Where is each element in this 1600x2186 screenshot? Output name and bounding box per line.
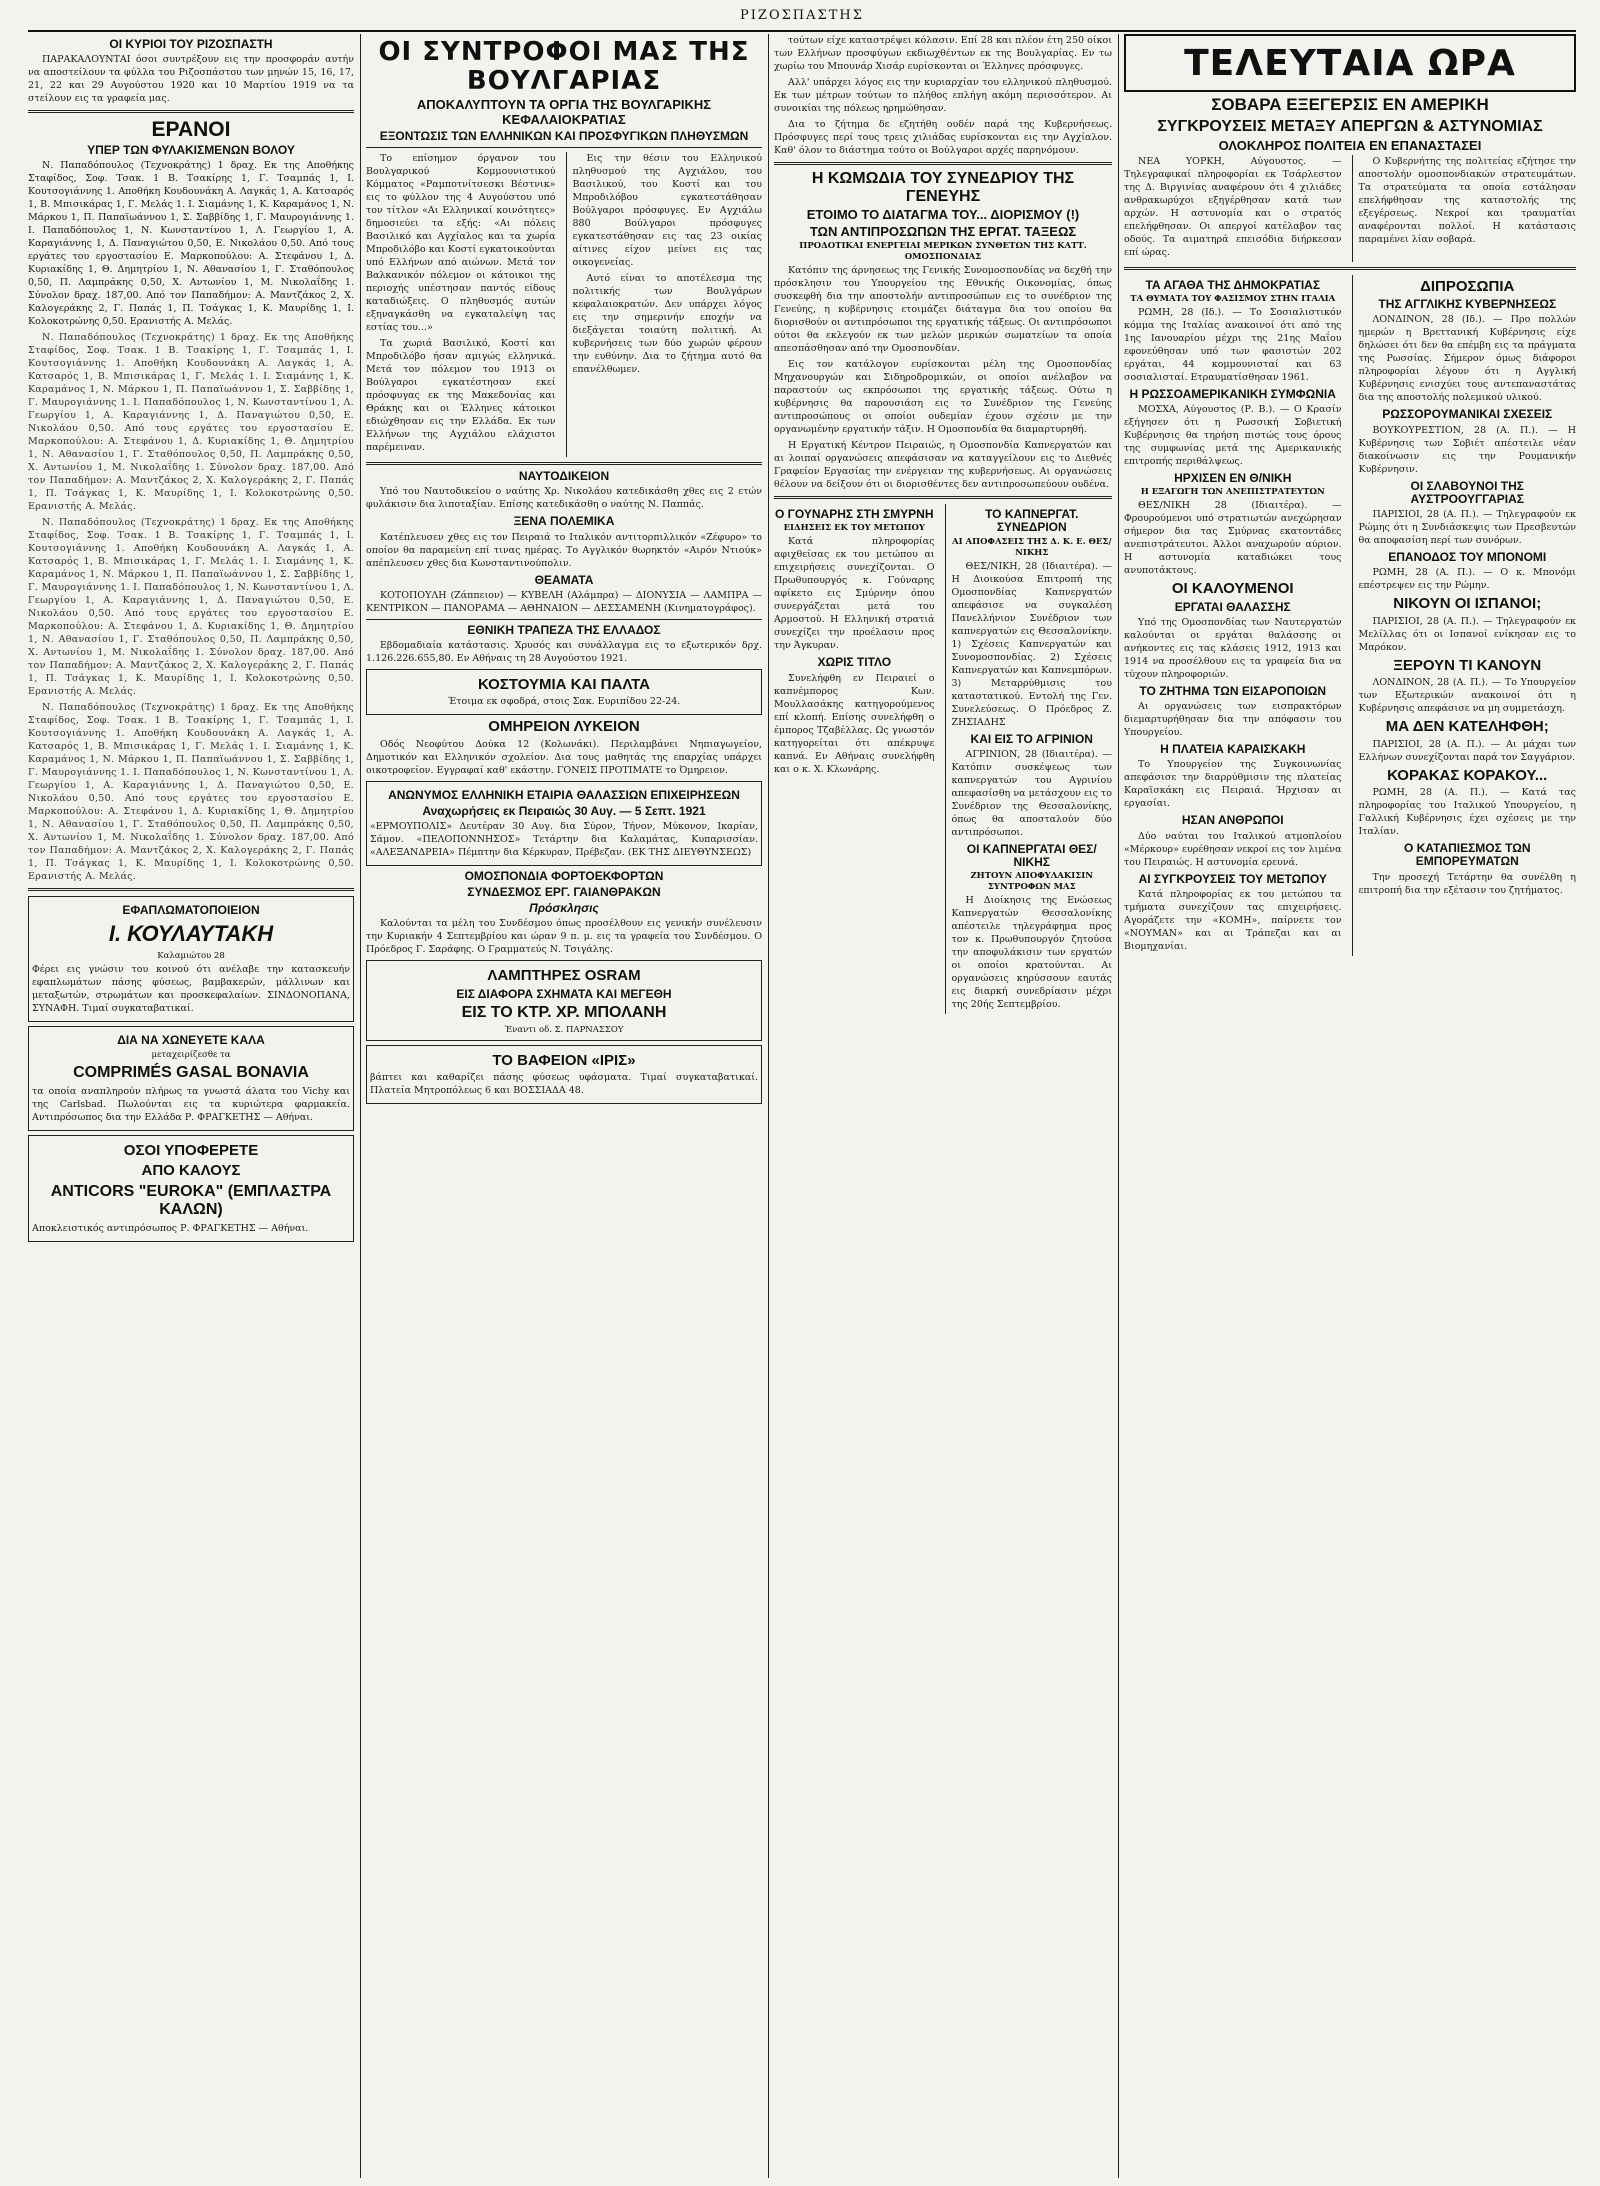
tobacco-sub: ΑΙ ΑΠΟΦΑΣΕΙΣ ΤΗΣ Δ. Κ. Ε. ΘΕΣ/ΝΙΚΗΣ <box>951 536 1112 558</box>
column-4 <box>1124 34 1576 2178</box>
bulgaria-cont-a: τούτων είχε καταστρέψει κόλασιν. Επί 28 και πλέον έτη 250 οίκοι των Ελλήνων προσφύγων εκδιωχθέντων εκ της Βουλγαρίας. Εν τω χωρίω του Μπουνάρ Χισάρ ευρίσκονται οι Έλληνες πρόσφυγες. <box>774 35 1112 72</box>
russ-text: ΜΟΣΧΑ, Αύγουστος (Ρ. Β.). — Ο Κρασίν εξήγησεν ότι η Ρωσσική Σοβιετική Κυβέρνησις θα τηρήση πιστώς τους όρους της συμφωνίας μετά της Αμερικανικής επιτροπής περιθάλψεως. <box>1124 404 1342 468</box>
assoc-sub: ΣΥΝΔΕΣΜΟΣ ΕΡΓ. ΓΑΙΑΝΘΡΑΚΩΝ <box>467 885 661 900</box>
column-rule <box>360 34 361 2178</box>
osram-sub: ΕΙΣ ΔΙΑΦΟΡΑ ΣΧΗΜΑΤΑ ΚΑΙ ΜΕΓΕΘΗ <box>456 986 672 1001</box>
notice-title: ΟΙ ΚΥΡΙΟΙ ΤΟΥ ΡΙΖΟΣΠΑΣΤΗ <box>109 37 273 51</box>
thess-title: ΗΡΧΙΣΕΝ ΕΝ Θ/ΝΙΚΗ <box>1174 471 1292 486</box>
column-2 <box>366 34 762 2178</box>
esp-text: ΠΑΡΙΣΙΟΙ, 28 (Α. Π.). — Τηλεγραφούν εκ Μελίλλας ότι οι Ισπανοί ενίκησαν εις το Μαρόκον. <box>1358 615 1576 653</box>
tobacco-title: ΤΟ ΚΑΠΝΕΡΓΑΤ. ΣΥΝΕΔΡΙΟΝ <box>985 507 1079 535</box>
last-hour-banner: ΤΕΛΕΥΤΑΙΑ ΩΡΑ <box>1184 43 1516 84</box>
brit-text: ΛΟΝΔΙΝΟΝ, 28 (Ιδ.). — Προ πολλών ημερών η Βρεττανική Κυβέρνησις είχε δηλώσει ότι δεν θα επέμβη εις τα πράγματα της Ρωσσίας. Σήμερον όμως διάφοροι πληροφορίαι λέγουν ότι η Αγγλική Κυβέρνησις ενισχύει τους αντεπαναστάτας δια της αποστολής πολεμικού υλικού. <box>1358 314 1576 404</box>
kal-title: ΟΙ ΚΑΛΟΥΜΕΝΟΙ <box>1171 580 1294 598</box>
catch-text: ΠΑΡΙΣΙΟΙ, 28 (Α. Π.). — Αι μάχαι των Ελλήνων συνεχίζονται παρά τον Σαγγάριον. <box>1358 738 1576 763</box>
ad1-text: Φέρει εις γνώσιν του κοινού ότι ανέλαβε την κατασκευήν εφαπλωμάτων πάσης φύσεως, βαμβακερών, μάλλινων και μεταξωτών, στρωμάτων και προσκεφαλαίων. ΣΙΝΔΟΝΟΠΑΝΑ, ΣΥΝΑΦΗ. Τιμαί συγκαταβατικαί. <box>32 964 350 1015</box>
america-h3: ΟΛΟΚΛΗΡΟΣ ΠΟΛΙΤΕΙΑ ΕΝ ΕΠΑΝΑΣΤΑΣΕΙ <box>1218 137 1482 153</box>
shipping-dates: Αναχωρήσεις εκ Πειραιώς 30 Αυγ. — 5 Σεπτ. 1921 <box>422 804 706 819</box>
eranoi-text-cont: Ν. Παπαδόπουλος (Τεχνοκράτης) 1 δραχ. Εκ της Αποθήκης Σταφίδος, Σοφ. Τσακ. 1 Β. Τσακίρης 1, Γ. Τσαμπάς 1, Ι. Κουτσογιάννης 1. Αποθήκη Κουδουνάκη Α. Λαγκάς 1, Α. Κατσαρός 1, Β. Μπισικάρας 1, Γ. Μελάς 1. Ι. Σιαμάνης 1, Κ. Καραμάνος 1, Ν. Μάρκου 1, Π. Παπαϊωάννου 1, Σ. Σαββίδης 1, Γ. Μαυρογιάννης 1. Ι. Παπαδόπουλος 1, Ν. Κωνσταντίνου 1, Λ. Γεωργίου 1, Α. Καραγιάννης 1, Δ. Παναγιώτου 0,50, Ε. Νικολάου 0,50. Από τους εργάτες του εργοστασίου Ε. Μαρκοπούλου: Α. Στεφάνου 1, Δ. Κυριακίδης 1, Θ. Δημητρίου 1, Ν. Αθανασίου 1, Γ. Σταθόπουλος 0,50, Π. Λαμπράκης 0,50, Χ. Αντωνίου 1, Μ. Νικολαΐδης 1. Σύνολον δραχ. 187,00. Από τον Παπαδήμον: Α. Μαντζάκος 2, Χ. Καλογεράκης 2, Γ. Παπάς 1, Π. Τσάγκας 1, Κ. Μαυρίδης 1, Ι. Κολοκοτρώνης 0,50. Ερανιστής Α. Μελάς. <box>28 332 354 513</box>
fascism-title: ΤΑ ΑΓΑΘΑ ΤΗΣ ΔΗΜΟΚΡΑΤΙΑΣ <box>1145 277 1321 292</box>
ad3-text: Αποκλειστικός αντιπρόσωπος Ρ. ΦΡΑΓΚΕΤΗΣ — Αθήναι. <box>32 1222 309 1234</box>
xoris-titlo: ΧΩΡΙΣ ΤΙΤΛΟ <box>817 655 892 670</box>
bulgaria-cont-b: Αλλ' υπάρχει λόγος εις την κυριαρχίαν του ελληνικού πληθυσμού. Εκ των μέτρων τούτων το πλήθος επλήγη ακόμη περισσότερον. Αι συνοικίαι της πόλεως ηρημώθησαν. <box>774 77 1112 114</box>
geneva-article-a: Κατόπιν της άρνησεως της Γενικής Συνομοσπονδίας να δεχθή την πρόσκλησιν του Υπουργείου της Εθνικής Οικονομίας, όπως συσκεφθή δια την αποστολήν αντιπροσώπων εις το συνέδριον της Γενεύης, η κυβέρνησις ετοιμάζει διάταγμα δια του οποίου θα διορισθούν οι αντιπρόσωποι της εργατικής τάξεως. Οι αντιπρόσωποι ούτοι θα εκλεγούν εκ των μελών μερικών σωματείων τα οποία απεσπάσθησαν από την Ομοσπονδίαν. <box>774 265 1112 355</box>
bulgaria-sub1: ΑΠΟΚΑΛΥΠΤΟΥΝ ΤΑ ΟΡΓΙΑ ΤΗΣ ΒΟΥΛΓΑΡΙΚΗΣ ΚΕΦΑΛΑΙΟΚΡΑΤΙΑΣ <box>416 97 712 128</box>
fascism-sub: ΤΑ ΘΥΜΑΤΑ ΤΟΥ ΦΑΣΙΣΜΟΥ ΣΤΗΝ ΙΤΑΛΙΑ <box>1130 294 1336 305</box>
theamata-title: ΘΕΑΜΑΤΑ <box>534 572 594 587</box>
plat-title: Η ΠΛΑΤΕΙΑ ΚΑΡΑΙΣΚΑΚΗ <box>1160 742 1306 757</box>
gounaris-title: Ο ΓΟΥΝΑΡΗΣ ΣΤΗ ΣΜΥΡΝΗ <box>775 507 934 522</box>
assoc-text: Καλούνται τα μέλη του Συνδέσμου όπως προσέλθουν εις γενικήν συνέλευσιν την Κυριακήν 4 Σεπτεμβρίου και ώραν 9 π. μ. εις τα γραφεία του Συνδέσμου. Ο Πρόεδρος Γ. Σαράφης. Ο Γραμματεύς Ν. Τσιγάλης. <box>366 918 762 956</box>
ad2-text: τα οποία αναπληρούν πλήρως τα γνωστά άλατα του Vichy και της Carlsbad. Πωλούνται εις τα κυριώτερα φαρμακεία. Αντιπρόσωπος δια την Ελλάδα Ρ. ΦΡΑΓΚΕΤΗΣ — Αθήναι. <box>32 1085 350 1123</box>
kostoumia-title: ΚΟΣΤΟΥΜΙΑ ΚΑΙ ΠΑΛΤΑ <box>478 675 650 693</box>
xena-title: ΞΕΝΑ ΠΟΛΕΜΙΚΑ <box>513 514 615 529</box>
kor-title: ΚΟΡΑΚΑΣ ΚΟΡΑΚΟΥ... <box>1387 766 1548 784</box>
xena-text: Κατέπλευσεν χθες εις τον Πειραιά το Ιταλικόν αντιτορπιλλικόν «Ζέφυρο» το οποίον θα παραμείνη επί τινας ημέρας. Το Αγγλικόν θωρηκτόν «Αιρόν Ντιούκ» απέπλευσεν χθες δια Κωνσταντινούπολιν. <box>366 531 762 569</box>
esp-title: ΝΙΚΟΥΝ ΟΙ ΙΣΠΑΝΟΙ; <box>1393 595 1542 613</box>
column-1 <box>28 34 354 2178</box>
osram-title: ΛΑΜΠΤΗΡΕΣ OSRAM <box>487 967 641 985</box>
notice-text: ΠΑΡΑΚΑΛΟΥΝΤΑΙ όσοι συντρέξουν εις την προσφοράν αυτήν να αποστείλουν τα φύλλα του Ριζοσπάστου των μηνών 15, 16, 17, 21, 22 και 29 Αυγούστου 1920 και 10 Μαρτίου 1919 να τα στείλουν εις τα γραφεία μας. <box>28 54 354 105</box>
rom-title: ΡΩΣΣΟΡΟΥΜΑΝΙΚΑΙ ΣΧΕΣΕΙΣ <box>1382 407 1553 422</box>
column-rule <box>768 34 769 2178</box>
geneva-article-b: Εις τον κατάλογον ευρίσκονται μέλη της Ομοσπονδίας Μηχανουργών και Σιδηροδρομικών, οι οποίοι ανέλαβον να παραστούν ως εκπρόσωποι της εργατικής τάξεως. Ούτω η κυβέρνησις θα παρουσιάση εις το Συνέδριον της Γενεύης αντιπροσώπους οι οποίοι ουδεμίαν έχουν σχέσιν με την οργανωμένην εργατικήν τάξιν. Η Ομοσπονδία θα διαμαρτυρηθή. <box>774 359 1112 436</box>
thessal-text: Η Διοίκησις της Ενώσεως Καπνεργατών Θεσσαλονίκης απέστειλε τηλεγράφημα προς τον κ. Πρωθυπουργόν ζητούσα την αποφυλάκισιν των εργατών οι οποίοι κρατούνται. Αι οργανώσεις κηρύσσουν εαυτάς εις διαρκή συνεδρίασιν μέχρι της 20ής Σεπτεμβρίου. <box>951 895 1112 1011</box>
column-3 <box>774 34 1112 2178</box>
newspaper-page <box>28 8 1576 2178</box>
yug-title: ΟΙ ΣΛΑΒΟΥΝΟΙ ΤΗΣ ΑΥΣΤΡΟΟΥΓΓΑΡΙΑΣ <box>1410 478 1524 506</box>
america-h2: ΣΥΓΚΡΟΥΣΕΙΣ ΜΕΤΑΞΥ ΑΠΕΡΓΩΝ & ΑΣΤΥΝΟΜΙΑΣ <box>1157 118 1543 136</box>
shipping-text: «ΕΡΜΟΥΠΟΛΙΣ» Δευτέραν 30 Αυγ. δια Σύρον, Τήνον, Μύκονον, Ικαρίαν, Σάμον. «ΠΕΛΟΠΟΝΝΗΣΟΣ» Τετάρτην δια Καλαμάτας, Κυπαρισσίαν. «ΑΛΕΞΑΝΔΡΕΙΑ» Πέμπτην δια Κέρκυραν, Πρέβεζαν. (ΕΚ ΤΗΣ ΔΙΕΥΘΥΝΣΕΩΣ) <box>370 821 758 859</box>
eir-text: Αι οργανώσεις των εισπρακτόρων διεμαρτυρήθησαν δια την απόφασιν του Υπουργείου. <box>1124 701 1342 739</box>
bafeion-title: ΤΟ ΒΑΦΕΙΟΝ «ΙΡΙΣ» <box>492 1051 636 1069</box>
thess-text: ΘΕΣ/ΝΙΚΗ 28 (Ιδιαιτέρα). — Φρουρούμενοι υπό στρατιωτών ανεχώρησαν σήμερον δια τας Σμύρνας εκατοντάδες ανεπιστράτευτοι. Άλλοι αναχωρούν αύριον. Η αστυνομία καταδιώκει τους ανυποτάκτους. <box>1124 500 1342 577</box>
bulgaria-cont-c: Δια το ζήτημα δε εζητήθη ουδέν παρά της Κυβερνήσεως. Πρόσφυγες περί τους τρεις χιλιάδας ευρίσκονται εις την Αγχίαλον. Καθ' όλον το διάστημα τούτο οι Βούλγαροι αρχές παρηνόμουν. <box>774 119 1112 156</box>
omireion-title: ΟΜΗΡΕΙΟΝ ΛΥΚΕΙΟΝ <box>488 718 640 736</box>
headline-bulgaria: ΟΙ ΣΥΝΤΡΟΦΟΙ ΜΑΣ ΤΗΣ ΒΟΥΛΓΑΡΙΑΣ <box>378 37 750 96</box>
last-text: Την προσεχή Τετάρτην θα συνέλθη η επιτροπή δια την εξέτασιν του ζητήματος. <box>1358 871 1576 896</box>
kal-sub: ΕΡΓΑΤΑΙ ΘΑΛΑΣΣΗΣ <box>1174 599 1291 614</box>
headline-geneva: Η ΚΩΜΩΔΙΑ ΤΟΥ ΣΥΝΕΔΡΙΟΥ ΤΗΣ ΓΕΝΕΥΗΣ <box>811 170 1075 205</box>
gounaris-text: Κατά πληροφορίας αφιχθείσας εκ του μετώπου αι επιχειρήσεις συνεχίζονται. Ο Πρωθυπουργός κ. Γούναρης αφίκετο εις Σμύρνην όπου συνεργάζεται μετά του Αρμοστού. Η Ελληνική στρατιά συνεχίζει την προέλασιν προς την Άγκυραν. <box>774 536 935 652</box>
thessal-title: ΟΙ ΚΑΠΝΕΡΓΑΤΑΙ ΘΕΣ/ΝΙΚΗΣ <box>966 841 1097 869</box>
ad-gasal <box>28 1026 354 1130</box>
catch-title: ΜΑ ΔΕΝ ΚΑΤΕΛΗΦΘΗ; <box>1385 718 1549 736</box>
ad-euroka <box>28 1135 354 1242</box>
osram-name: ΕΙΣ ΤΟ ΚΤΡ. ΧΡ. ΜΠΟΛΑΝΗ <box>461 1003 667 1021</box>
ad1-name: Ι. ΚΟΥΛΑΥΤΑΚΗ <box>108 921 274 947</box>
fascism-text: ΡΩΜΗ, 28 (Ιδ.). — Το Σοσιαλιστικόν κόμμα της Ιταλίας ανακοινοί ότι από της 1ης Ιανουαρίου μέχρι της 21ης Μαΐου εφονεύθησαν υπό των φασιστών 202 εργάται, 44 κομμουνισταί και 63 σοσιαλισταί. Ετραυματίσθησαν 1961. <box>1124 307 1342 384</box>
america-text-2: Ο Κυβερνήτης της πολιτείας εζήτησε την αποστολήν ομοσπονδιακών στρατευμάτων. Τα στρατεύματα τα οποία εστάλησαν επελήφθησαν της καταστολής της εξεγέρσεως. Νεκροί και τραυματίαι αναφέρονται πολλοί. Η κατάστασις παραμένει λίαν σοβαρά. <box>1358 155 1576 245</box>
tobacco-text: ΘΕΣ/ΝΙΚΗ, 28 (Ιδιαιτέρα). — Η Διοικούσα Επιτροπή της Ομοσπονδίας Καπνεργατών απεφάσισε να συγκαλέση Πανελλήνιον Συνέδριον των καπνεργατών εις Θεσσαλονίκην. 1) Σχέσεις Καπνεργατών και Συνομοσπονδίας. 2) Σχέσεις Καπνεργατών και Καπνεμπόρων. 3) Μεταρρύθμισις του καταστατικού. Εντολή της Γεν. Συνελεύσεως. Ο Πρόεδρος Ζ. ΖΗΣΙΑΔΗΣ <box>951 560 1112 728</box>
brit-sub: ΤΗΣ ΑΓΓΛΙΚΗΣ ΚΥΒΕΡΝΗΣΕΩΣ <box>1378 297 1557 312</box>
mon-text: ΡΩΜΗ, 28 (Α. Π.). — Ο κ. Μπονόμι επέστρεψεν εις την Ρώμην. <box>1358 567 1576 592</box>
russ-title: Η ΡΩΣΣΟΑΜΕΡΙΚΑΝΙΚΗ ΣΥΜΦΩΝΙΑ <box>1129 387 1336 402</box>
masthead: ΡΙΖΟΣΠΑΣΤΗΣ <box>28 8 1576 32</box>
kostoumia-text: Έτοιμα εκ σφοδρά, στοις Σακ. Ευριπίδου 22-24. <box>447 696 681 708</box>
kal-text: Υπό της Ομοσπονδίας των Ναυτεργατών καλούνται οι εργάται θαλάσσης οι ανήκοντες εις τας κλάσεις 1912, 1913 και 1914 να προσέλθουν εις τα γραφεία δια να τύχουν πληροφοριών. <box>1124 616 1342 680</box>
ad3-name: ANTICORS "EUROKA" (ΕΜΠΛΑΣΤΡΑ ΚΑΛΩΝ) <box>50 1182 332 1218</box>
omireion-text: Οδός Νεοφύτου Δούκα 12 (Κολωνάκι). Περιλαμβάνει Νηπιαγωγείον, Δημοτικόν και Ελληνικόν σχολείον. Δια τους μαθητάς της επαρχίας υπάρχει οικοτροφείον. Εγγραφαί καθ' εκάστην. ΓΟΝΕΙΣ ΠΡΟΤΙΜΑΤΕ το Όμηρειον. <box>366 738 762 776</box>
last-title: Ο ΚΑΤΑΠΙΕΣΜΟΣ ΤΩΝ ΕΜΠΟΡΕΥΜΑΤΩΝ <box>1403 841 1531 869</box>
eranoi-title: ΕΡΑΝΟΙ <box>151 118 231 142</box>
osram-addr: Έναντι οδ. Σ. ΠΑΡΝΑΣΣΟΥ <box>504 1024 624 1035</box>
america-h1: ΣΟΒΑΡΑ ΕΞΕΓΕΡΣΙΣ ΕΝ ΑΜΕΡΙΚΗ <box>1211 94 1489 114</box>
ad2-sub: μεταχειρίζεσθε τα <box>151 1049 231 1060</box>
bafeion-text: βάπτει και καθαρίζει πάσης φύσεως υφάσματα. Τιμαί συγκαταβατικαί. Πλατεία Μητροπόλεως 6 και ΒΟΣΣΙΑΔΑ 48. <box>370 1072 758 1097</box>
front-text: Κατά πληροφορίας εκ του μετώπου τα τμήματα συνεχίζουν τας επιχειρήσεις. Αγοράζετε την «ΚΟΜΗ», παίρνετε τον «ΝΟΥΜΑΝ» και αι Τράπεζαι και αι Βιομηχανίαι. <box>1124 888 1342 952</box>
ad2-title: ΔΙΑ ΝΑ ΧΩΝΕΥΕΤΕ ΚΑΛΑ <box>117 1033 265 1048</box>
naut-text: Υπό του Ναυτοδικείου ο ναύτης Χρ. Νικολάου κατεδικάσθη χθες εις 2 ετών φυλάκισιν δια λιποταξίαν. Επίσης κατεδικάσθη ο ναύτης Ν. Παππάς. <box>366 486 762 511</box>
thess-sub: Η ΕΞΑΓΩΓΗ ΤΩΝ ΑΝΕΠΙΣΤΡΑΤΕΥΤΩΝ <box>1140 487 1325 498</box>
eranoi-subtitle: ΥΠΕΡ ΤΩΝ ΦΥΛΑΚΙΣΜΕΝΩΝ ΒΟΛΟΥ <box>87 143 295 158</box>
rom-text: ΒΟΥΚΟΥΡΕΣΤΙΟΝ, 28 (Α. Π.). — Η Κυβέρνησις των Σοβιέτ απέστειλε νέαν διακοίνωσιν εις την Ρουμανικήν Κυβέρνησιν. <box>1358 424 1576 475</box>
geneva-article-c: Η Εργατική Κέντρον Πειραιώς, η Ομοσπονδία Καπνεργατών και αι λοιπαί οργανώσεις απεφάσισαν να καταγγείλουν εις το Διεθνές Γραφείον Εργασίας την ενέργειαν της κυβερνήσεως. Αι οργανώσεις θέλουν να δείξουν ότι οι διορισθέντες δεν αντιπροσωπεύουν ουδένα. <box>774 440 1112 491</box>
agrinio-text: ΑΓΡΙΝΙΟΝ, 28 (Ιδιαιτέρα). — Κατόπιν συσκέψεως των καπνεργατών του Αγρινίου απεφασίσθη να μετάσχουν εις το Συνέδριον της Θεσσαλονίκης, όπως θα αποσταλούν δύο αντιπρόσωποι. <box>951 748 1112 838</box>
eranoi-text-cont: Ν. Παπαδόπουλος (Τεχνοκράτης) 1 δραχ. Εκ της Αποθήκης Σταφίδος, Σοφ. Τσακ. 1 Β. Τσακίρης 1, Γ. Τσαμπάς 1, Ι. Κουτσογιάννης 1. Αποθήκη Κουδουνάκη Α. Λαγκάς 1, Α. Κατσαρός 1, Β. Μπισικάρας 1, Γ. Μελάς 1. Ι. Σιαμάνης 1, Κ. Καραμάνος 1, Ν. Μάρκου 1, Π. Παπαϊωάννου 1, Σ. Σαββίδης 1, Γ. Μαυρογιάννης 1. Ι. Παπαδόπουλος 1, Ν. Κωνσταντίνου 1, Λ. Γεωργίου 1, Α. Καραγιάννης 1, Δ. Παναγιώτου 0,50, Ε. Νικολάου 0,50. Από τους εργάτες του εργοστασίου Ε. Μαρκοπούλου: Α. Στεφάνου 1, Δ. Κυριακίδης 1, Θ. Δημητρίου 1, Ν. Αθανασίου 1, Γ. Σταθόπουλος 0,50, Π. Λαμπράκης 0,50, Χ. Αντωνίου 1, Μ. Νικολαΐδης 1. Σύνολον δραχ. 187,00. Από τον Παπαδήμον: Α. Μαντζάκος 2, Χ. Καλογεράκης 2, Γ. Παπάς 1, Π. Τσάγκας 1, Κ. Μαυρίδης 1, Ι. Κολοκοτρώνης 0,50. Ερανιστής Α. Μελάς. <box>28 517 354 698</box>
tax-title: ΞΕΡΟΥΝ ΤΙ ΚΑΝΟΥΝ <box>1393 656 1542 674</box>
america-text: ΝΕΑ ΥΟΡΚΗ, Αύγουστος. — Τηλεγραφικαί πληροφορίαι εκ Τσάρλεστον της Δ. Βιργινίας αναφέρουν ότι 4 χιλιάδες ανθρακωρύχοι εξηγέρθησαν κατά των αρχών. Η αστυνομία και ο στρατός επελήφθησαν. Οι απεργοί κατέλαβον τας οδούς. Τα αιματηρά επεισόδια διήρκεσαν επί ώρας. <box>1124 155 1342 258</box>
eir-title: ΤΟ ΖΗΤΗΜΑ ΤΩΝ ΕΙΣΑΡΟΠΟΙΩΝ <box>1139 683 1327 698</box>
ad3-title: ΟΣΟΙ ΥΠΟΦΕΡΕΤΕ <box>123 1141 259 1159</box>
bank-title: ΕΘΝΙΚΗ ΤΡΑΠΕΖΑ ΤΗΣ ΕΛΛΑΔΟΣ <box>467 622 661 637</box>
geneva-sub1: ΕΤΟΙΜΟ ΤΟ ΔΙΑΤΑΓΜΑ ΤΟΥ... ΔΙΟΡΙΣΜΟΥ (!) <box>806 207 1080 223</box>
column-rule <box>1118 34 1119 2178</box>
front-title: ΑΙ ΣΥΓΚΡΟΥΣΕΙΣ ΤΟΥ ΜΕΤΩΠΟΥ <box>1138 871 1327 886</box>
mon-title: ΕΠΑΝΟΔΟΣ ΤΟΥ ΜΠΟΝΟΜΙ <box>1388 549 1547 564</box>
xoris-text: Συνελήφθη εν Πειραιεί ο καπνέμπορος Κων. Μουλλασάκης κατηγορούμενος επί κλοπή. Επίσης συνελήφθη ο έμπορος Τζαβέλλας. Ως γνωστόν κατηγορείται ότι απέκρυψε καπνά. Εν Αθήναις συνελήφθη και ο κ. Χ. Κλωνάρης. <box>774 672 935 775</box>
agrinio-title: ΚΑΙ ΕΙΣ ΤΟ ΑΓΡΙΝΙΟΝ <box>970 731 1093 746</box>
gounaris-sub: ΕΙΔΗΣΕΙΣ ΕΚ ΤΟΥ ΜΕΤΩΠΟΥ <box>783 523 925 534</box>
assoc-head: Πρόσκλησις <box>529 901 599 916</box>
theamata-text: ΚΟΤΟΠΟΥΛΗ (Ζάππειον) — ΚΥΒΕΛΗ (Αλάμπρα) — ΔΙΟΝΥΣΙΑ — ΛΑΜΠΡΑ — ΚΕΝΤΡΙΚΟΝ — ΠΑΝΟΡΑΜΑ — ΑΘΗΝΑΙΟΝ — ΔΕΣΣΑΜΕΝΗ (Κινηματογράφος). <box>366 589 762 614</box>
eranoi-text-cont: Ν. Παπαδόπουλος (Τεχνοκράτης) 1 δραχ. Εκ της Αποθήκης Σταφίδος, Σοφ. Τσακ. 1 Β. Τσακίρης 1, Γ. Τσαμπάς 1, Ι. Κουτσογιάννης 1. Αποθήκη Κουδουνάκη Α. Λαγκάς 1, Α. Κατσαρός 1, Β. Μπισικάρας 1, Γ. Μελάς 1. Ι. Σιαμάνης 1, Κ. Καραμάνος 1, Ν. Μάρκου 1, Π. Παπαϊωάννου 1, Σ. Σαββίδης 1, Γ. Μαυρογιάννης 1. Ι. Παπαδόπουλος 1, Ν. Κωνσταντίνου 1, Λ. Γεωργίου 1, Α. Καραγιάννης 1, Δ. Παναγιώτου 0,50, Ε. Νικολάου 0,50. Από τους εργάτες του εργοστασίου Ε. Μαρκοπούλου: Α. Στεφάνου 1, Δ. Κυριακίδης 1, Θ. Δημητρίου 1, Ν. Αθανασίου 1, Γ. Σταθόπουλος 0,50, Π. Λαμπράκης 0,50, Χ. Αντωνίου 1, Μ. Νικολαΐδης 1. Σύνολον δραχ. 187,00. Από τον Παπαδήμον: Α. Μαντζάκος 2, Χ. Καλογεράκης 2, Γ. Παπάς 1, Π. Τσάγκας 1, Κ. Μαυρίδης 1, Ι. Κολοκοτρώνης 0,50. Ερανιστής Α. Μελάς. <box>28 702 354 883</box>
naut-title: ΝΑΥΤΟΔΙΚΕΙΟΝ <box>518 469 610 484</box>
bulgaria-article-b: Τα χωριά Βασιλικό, Κοστί και Μπροδιλόβο ήσαν αμιγώς ελληνικά. Μετά τον πόλεμον του 1913 οι Βούλγαροι εγκατέστησαν εκεί πρόσφυγας εκ της Μακεδονίας και Θράκης και οι Έλληνες κάτοικοι εδιώχθησαν εις την Ελλάδα. Εκ των Ελλήνων της Αγχιάλου ελάχιστοι παρέμειναν. <box>366 338 556 454</box>
ad3-sub: ΑΠΟ ΚΑΛΟΥΣ <box>141 1162 241 1180</box>
brit-title: ΔΙΠΡΟΣΩΠΙΑ <box>1420 277 1515 295</box>
assoc-title: ΟΜΟΣΠΟΝΔΙΑ ΦΟΡΤΟΕΚΦΟΡΤΩΝ <box>464 869 664 884</box>
shipping-title: ΑΝΩΝΥΜΟΣ ΕΛΛΗΝΙΚΗ ΕΤΑΙΡΙΑ ΘΑΛΑΣΣΙΩΝ ΕΠΙΧΕΙΡΗΣΕΩΝ <box>388 787 740 802</box>
yug-text: ΠΑΡΙΣΙΟΙ, 28 (Α. Π.). — Τηλεγραφούν εκ Ρώμης ότι η Συνδιάσκεψις των Πρεσβευτών θα αποφασίση περί των συνόρων. <box>1358 508 1576 546</box>
ad-koulaytaki <box>28 896 354 1022</box>
geneva-sub2: ΤΩΝ ΑΝΤΙΠΡΟΣΩΠΩΝ ΤΗΣ ΕΡΓΑΤ. ΤΑΞΕΩΣ <box>809 224 1077 240</box>
bulgaria-article-d: Αυτό είναι το αποτέλεσμα της πολιτικής των Βουλγάρων κεφαλαιοκρατών. Δεν υπάρχει λόγος εις την σημερινήν εποχήν να διεξάγεται τοιαύτη πολιτική. Αι κυβερνήσεις των δύο χωρών φέρουν την ευθύνην. Δια το ζήτημα αυτό θα επανέλθωμεν. <box>572 273 762 376</box>
tax-text: ΛΟΝΔΙΝΟΝ, 28 (Α. Π.). — Το Υπουργείον των Εξωτερικών ανακοινοί ότι η Κυβέρνησις απεφάσισε να μη συμμετάσχη. <box>1358 677 1576 715</box>
eranoi-text: Ν. Παπαδόπουλος (Τεχνοκράτης) 1 δραχ. Εκ της Αποθήκης Σταφίδος, Σοφ. Τσακ. 1 Β. Τσακίρης 1, Γ. Τσαμπάς 1, Ι. Κουτσογιάννης 1. Αποθήκη Κουδουνάκη Α. Λαγκάς 1, Α. Κατσαρός 1, Β. Μπισικάρας 1, Γ. Μελάς 1. Ι. Σιαμάνης 1, Κ. Καραμάνος 1, Ν. Μάρκου 1, Π. Παπαϊωάννου 1, Σ. Σαββίδης 1, Γ. Μαυρογιάννης 1. Ι. Παπαδόπουλος 1, Ν. Κωνσταντίνου 1, Λ. Γεωργίου 1, Α. Καραγιάννης 1, Δ. Παναγιώτου 0,50, Ε. Νικολάου 0,50. Από τους εργάτες του εργοστασίου Ε. Μαρκοπούλου: Α. Στεφάνου 1, Δ. Κυριακίδης 1, Θ. Δημητρίου 1, Ν. Αθανασίου 1, Γ. Σταθόπουλος 0,50, Π. Λαμπράκης 0,50, Χ. Αντωνίου 1, Μ. Νικολαΐδης 1. Σύνολον δραχ. 187,00. Από τον Παπαδήμον: Α. Μαντζάκος 2, Χ. Καλογεράκης 2, Γ. Παπάς 1, Π. Τσάγκας 1, Κ. Μαυρίδης 1, Ι. Κολοκοτρώνης 0,50. Ερανιστής Α. Μελάς. <box>28 160 354 328</box>
ad2-name: COMPRIMÉS GASAL BONAVIA <box>73 1063 309 1081</box>
ad1-address: Καλαμιώτου 28 <box>157 951 225 962</box>
ad1-title: ΕΦΑΠΛΩΜΑΤΟΠΟΙΕΙΟΝ <box>122 903 260 918</box>
thessal-sub: ΖΗΤΟΥΝ ΑΠΟΦΥΛΑΚΙΣΙΝ ΣΥΝΤΡΟΦΩΝ ΜΑΣ <box>970 871 1094 893</box>
hmer-title: ΗΣΑΝ ΑΝΘΡΩΠΟΙ <box>1181 813 1284 828</box>
bank-text: Εβδομαδιαία κατάστασις. Χρυσός και συνάλλαγμα εις το εξωτερικόν δρχ. 1.126.226.655,80. Εν Αθήναις τη 28 Αυγούστου 1921. <box>366 639 762 664</box>
bulgaria-sub2: ΕΞΟΝΤΩΣΙΣ ΤΩΝ ΕΛΛΗΝΙΚΩΝ ΚΑΙ ΠΡΟΣΦΥΓΙΚΩΝ ΠΛΗΘΥΣΜΩΝ <box>379 129 749 144</box>
bulgaria-article-a: Το επίσημον όργανον του Βουλγαρικού Κομμουνιστικού Κόμματος «Ραμποτνίτσεσκι Βέστνικ» εις το φύλλον της 4 Αυγούστου υπό τον τίτλον «Αι Ελληνικαί κοινότητες» δημοσιεύει τα εξής: «Αι πόλεις Βασιλικό και Αγχίαλος και τα χωρία Μπροδιλόβο και Κοστί εγκατοικούνται υπό Ελλήνων από αιώνων. Μετά τον Βαλκανικόν πόλεμον οι κάτοικοι της περιοχής υπέστησαν παντός είδους καταδιώξεις. Ο πληθυσμός αυτών εξηναγκάσθη να εγκαταλείψη τας εστίας του...» <box>366 153 556 334</box>
plat-text: Το Υπουργείον της Συγκοινωνίας απεφάσισε την διαρρύθμισιν της πλατείας Καραϊσκάκη εις Πειραιά. Ήρχισαν αι εργασίαι. <box>1124 759 1342 810</box>
kor-text: ΡΩΜΗ, 28 (Α. Π.). — Κατά τας πληροφορίας του Ιταλικού Υπουργείου, η Γαλλική Κυβέρνησις έχει σχέσεις με την Ιταλίαν. <box>1358 787 1576 838</box>
bulgaria-article-c: Εις την θέσιν του Ελληνικού πληθυσμού της Αγχιάλου, του Βασιλικού, του Κοστί και του Μπροδιλόβου εγκατεστάθησαν Βούλγαροι πρόσφυγες. Εν Αγχιάλω 880 Βούλγαροι πρόσφυγες εγκατεστάθησαν εις τας 23 οικίας αίτινες είχον μείνει εις τας οικογενείας. <box>572 153 762 269</box>
geneva-sub3: ΠΡΟΔΟΤΙΚΑΙ ΕΝΕΡΓΕΙΑΙ ΜΕΡΙΚΩΝ ΣΥΝΘΕΤΩΝ ΤΗΣ ΚΑΤΤ. ΟΜΟΣΠΟΝΔΙΑΣ <box>799 241 1087 263</box>
hmer-text: Δύο ναύται του Ιταλικού ατμοπλοίου «Μέρκουρ» ευρέθησαν νεκροί εις τον λιμένα του Πειραιώς. Η αστυνομία ερευνά. <box>1124 830 1342 868</box>
